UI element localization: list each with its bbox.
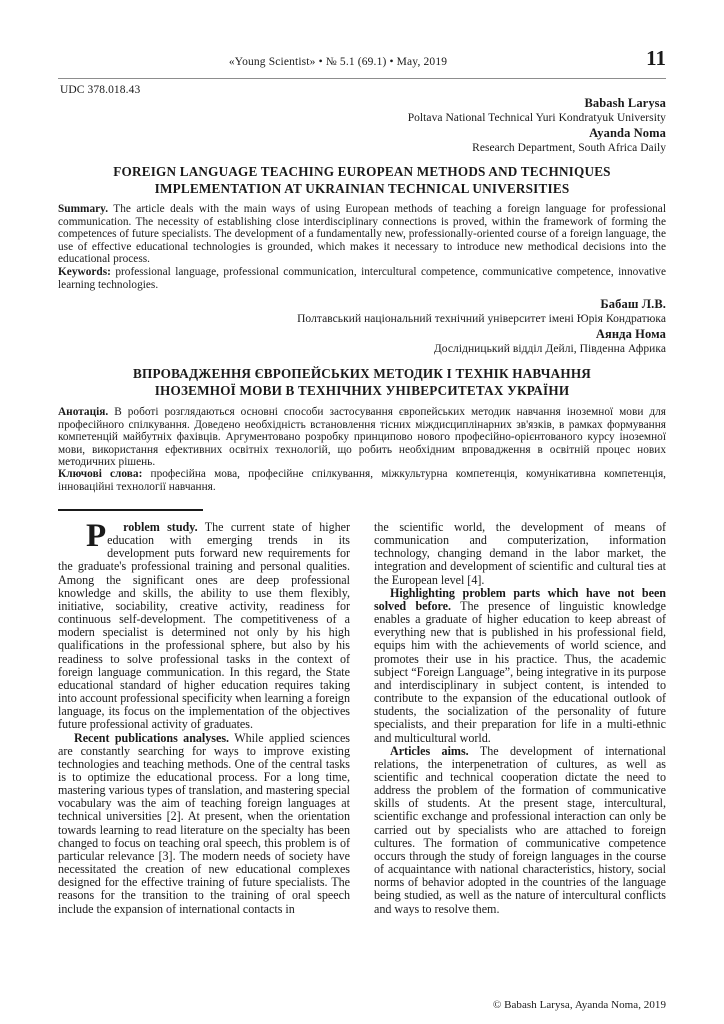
- author-name-1-uk: Бабаш Л.В.: [600, 297, 666, 311]
- footnote-separator-rule: [58, 509, 203, 511]
- author-affiliation-1: Poltava National Technical Yuri Kondratyuk University: [407, 112, 666, 124]
- article-title-ukrainian-line2: ІНОЗЕМНОЇ МОВИ В ТЕХНІЧНИХ УНІВЕРСИТЕТАХ УКРАЇНИ: [154, 383, 570, 398]
- keywords-ukrainian-label: Ключові слова:: [58, 468, 143, 480]
- author-affiliation-2-uk: Дослідницький відділ Дейлі, Південна Африка: [433, 342, 666, 355]
- body-paragraph-recent-publications: [58, 732, 350, 916]
- keywords-english: [58, 266, 666, 291]
- body-text-recent-publications: While applied sciences are constantly searching for ways to improve existing technologies and teaching methods. One of the central tasks is to optimize the educational process. For a long time, mastering various types of translation, and mastering special vocabulary was the aim of teaching foreign languages at technical universities [2]. At present, when the orientation towards learning to read literature on the specialty has been changed to focus on teaching oral speech, this problem is of particular relevance [3]. The modern needs of society have necessitated the creation of new educational complexes designed for the effective training of future specialists. The reasons for the transition to the training of oral speech include the expansion of international contacts in: [58, 730, 350, 916]
- body-paragraph-articles-aims: [374, 745, 666, 916]
- keywords-ukrainian-text: професійна мова, професійне спілкування, міжкультурна компетенція, комунікативна компетенція, інноваційні технології навчання.: [58, 468, 667, 493]
- abstract-ukrainian-label: Анотація.: [58, 406, 109, 418]
- udc-code: UDC 378.018.43: [60, 84, 141, 96]
- keywords-ukrainian: [58, 468, 666, 493]
- author-affiliation-2: Research Department, South Africa Daily: [472, 141, 666, 154]
- body-text-articles-aims: The development of international relations, the interpenetration of cultures, as well as scientific and technical cooperation dictate the need to address the problem of the formation of communicative skills of students. At the present stage, intercultural, scientific exchange and professional interaction can only be carried out by specialists who are attached to foreign cultures. The formation of communicative competence occurs through the study of foreign languages in the course of acquaintance with national characteristics, history, social norms of behavior adopted in the countries of the language being studied, as well as the nature of intercultural conflicts and ways to resolve them.: [374, 743, 666, 916]
- body-paragraph-problem-study: [58, 518, 350, 732]
- keywords-english-label: Keywords:: [58, 266, 111, 278]
- header-divider: [58, 78, 666, 79]
- author-name-1: Babash Larysa: [584, 96, 666, 110]
- abstract-ukrainian: [58, 406, 666, 469]
- body-text-continuation: the scientific world, the development of means of communication and computerization, information technology, changing demand in the labor market, the integration and development of scientific and cultural ties at the European level [4].: [374, 520, 666, 587]
- author-name-2: Ayanda Noma: [589, 125, 666, 140]
- body-column-left: [58, 518, 350, 916]
- summary-english: [58, 203, 666, 266]
- running-head: [58, 46, 666, 76]
- article-title-ukrainian-line1: ВПРОВАДЖЕННЯ ЄВРОПЕЙСЬКИХ МЕТОДИК І ТЕХНІК НАВЧАННЯ: [133, 366, 591, 381]
- author-block-ukrainian: [106, 297, 666, 356]
- author-name-2-uk: Аянда Нома: [595, 326, 666, 341]
- author-block-english: [106, 96, 666, 155]
- article-title-ukrainian: [58, 365, 666, 399]
- keywords-english-text: professional language, professional communication, intercultural competence, communicative competence, innovative learning technologies.: [58, 266, 666, 291]
- body-paragraph-highlighting-problem: [374, 587, 666, 745]
- body-text-problem-study: The current state of higher education with emerging trends in its development puts forward new requirements for the graduate's professional training and personal qualities. Among the significant ones are deep professional knowledge and skills, the ability to use them flexibly, initiative, sociability, creative activity, readiness for continuous self-development. The competitiveness of a modern specialist is determined not only by his high qualifications in the professional sphere, but also by his readiness to solve professional tasks in the context of foreign language communication. In this regard, the State educational standard of higher education requires taking into account professional specificity when learning a foreign language, its focus on the implementation of the objectives future professional activity of graduates.: [58, 520, 350, 732]
- body-heading-articles-aims: Articles aims.: [390, 743, 469, 758]
- body-column-right: [374, 521, 666, 916]
- summary-english-label: Summary.: [58, 203, 109, 215]
- page-number: 11: [646, 46, 666, 70]
- abstract-ukrainian-text: В роботі розглядаються основні способи застосування європейських методик навчання іноземної мови для професійного спілкування. Доведено необхідність встановлення тісних міждисциплінарних зв'язків, в рамках формування компетенцій майбутніх фахівців. Аргументовано розробку принципово нового професійно-орієнтованого курсу іноземної мови, використання ефективних освітніх технологій, що робить необхідним впровадження в освітній процес нових методичних рішень.: [58, 406, 666, 469]
- article-title-english-line2: IMPLEMENTATION AT UKRAINIAN TECHNICAL UNIVERSITIES: [154, 181, 570, 196]
- body-paragraph-continuation: [374, 521, 666, 587]
- journal-issue-line: «Young Scientist» • № 5.1 (69.1) • May, 2019: [228, 56, 448, 68]
- body-heading-problem-study: roblem study.: [123, 520, 198, 534]
- body-text-highlighting-problem: The presence of linguistic knowledge enables a graduate of higher education to keep abreast of everything new that is published in his professional field, equips him with the achievements of world science, and promotes their use in his practice. Thus, the academic subject “Foreign Language”, being integrative in its purpose and interdisciplinary in subject content, is intended to contribute to the expansion of the educational outlook of students, the socialization of the personality of future specialists, and their preparation for life in a multi-ethnic and multicultural world.: [374, 598, 666, 745]
- author-affiliation-1-uk: Полтавський національний технічний університет імені Юрія Кондратюка: [297, 313, 666, 325]
- article-title-english-line1: FOREIGN LANGUAGE TEACHING EUROPEAN METHODS AND TECHNIQUES: [113, 164, 611, 179]
- article-title-english: [58, 163, 666, 197]
- copyright-line: © Babash Larysa, Ayanda Noma, 2019: [492, 999, 666, 1011]
- summary-english-text: The article deals with the main ways of using European methods of teaching a foreign language for professional communication. The necessity of establishing close interdisciplinary connections is proved, within the framework of forming the competences of future specialists. The development of a fundamentally new, professionally-oriented course of a foreign language, the use of effective educational technologies is grounded, which makes it necessary to introduce new methodical decisions into the educational process.: [58, 203, 666, 266]
- body-heading-recent-publications: Recent publications analyses.: [74, 730, 230, 745]
- body-heading-highlighting-problem: Highlighting problem parts which have not been solved before.: [374, 585, 666, 613]
- drop-cap-letter: P: [86, 518, 107, 554]
